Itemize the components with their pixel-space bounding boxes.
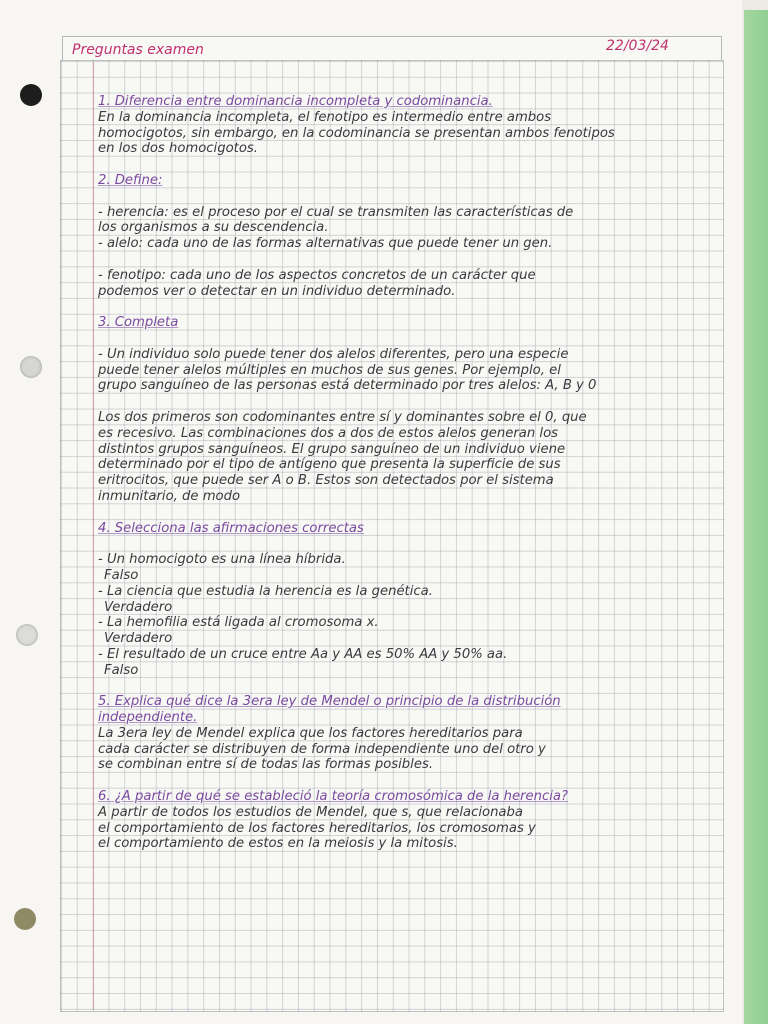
punch-hole [16,624,38,646]
margin-line [93,62,94,1010]
answer-line: cada carácter se distribuyen de forma independiente uno del otro y [98,741,546,757]
statement-text: - La hemofilia está ligada al cromosoma x. [98,615,379,631]
definition-line: - fenotipo: cada uno de los aspectos concretos de un carácter que [98,267,536,283]
answer-line: A partir de todos los estudios de Mendel, que s, que relacionaba [98,804,523,820]
question-2: 2. Define: [98,172,163,188]
page-title: Preguntas examen [72,42,204,58]
definition-line: - herencia: es el proceso por el cual se transmiten las características de [98,204,574,220]
statement-text: - La ciencia que estudia la herencia es la genética. [98,583,433,599]
answer-line: en los dos homocigotos. [98,141,258,157]
punch-hole [14,908,36,930]
answer-line: inmunitario, de modo [98,488,241,504]
question-3: 3. Completa [98,315,179,331]
punch-hole [20,84,42,106]
answer-line: eritrocitos, que puede ser A o B. Estos son detectados por el sistema [98,473,554,489]
answer-line: grupo sanguíneo de las personas está determinado por tres alelos: A, B y 0 [98,378,597,394]
question-1: 1. Diferencia entre dominancia incompleta y codominancia. [98,94,493,109]
answer-line: homocigotos, sin embargo, en la codominancia se presentan ambos fenotipos [98,125,615,141]
green-folder-edge [744,10,768,1024]
statement-verdict: Verdadero [104,631,173,647]
answer-line: es recesivo. Las combinaciones dos a dos de estos alelos generan los [98,425,559,441]
statement-text: - Un homocigoto es una línea híbrida. [98,552,346,568]
answer-line: Los dos primeros son codominantes entre sí y dominantes sobre el 0, que [98,409,587,425]
definition-line: los organismos a su descendencia. [98,220,329,236]
question-5: 5. Explica qué dice la 3era ley de Mendel o principio de la distribución [98,694,561,710]
question-4: 4. Selecciona las afirmaciones correctas [98,520,364,536]
answer-line: - Un individuo solo puede tener dos alelos diferentes, pero una especie [98,346,569,362]
punch-hole [20,356,42,378]
answer-line: La 3era ley de Mendel explica que los factores hereditarios para [98,725,523,741]
statement-verdict: Falso [104,662,139,678]
question-5-cont: independiente. [98,710,198,726]
answer-line: el comportamiento de estos en la meiosis y la mitosis. [98,836,458,852]
answer-line: distintos grupos sanguíneos. El grupo sanguíneo de un individuo viene [98,441,566,457]
notes-content [98,94,710,852]
question-6: 6. ¿A partir de qué se estableció la teoría cromosómica de la herencia? [98,789,569,805]
definition-line: - alelo: cada uno de las formas alternativas que puede tener un gen. [98,236,553,252]
page-date: 22/03/24 [606,38,669,54]
statement-verdict: Verdadero [104,599,173,615]
answer-line: En la dominancia incompleta, el fenotipo es intermedio entre ambos [98,109,552,125]
answer-line: puede tener alelos múltiples en muchos de sus genes. Por ejemplo, el [98,362,561,378]
answer-line: se combinan entre sí de todas las formas posibles. [98,757,434,773]
definition-line: podemos ver o detectar en un individuo determinado. [98,283,456,299]
answer-line: el comportamiento de los factores hereditarios, los cromosomas y [98,820,536,836]
statement-text: - El resultado de un cruce entre Aa y AA es 50% AA y 50% aa. [98,646,508,662]
statement-verdict: Falso [104,567,139,583]
answer-line: determinado por el tipo de antígeno que presenta la superficie de sus [98,457,561,473]
